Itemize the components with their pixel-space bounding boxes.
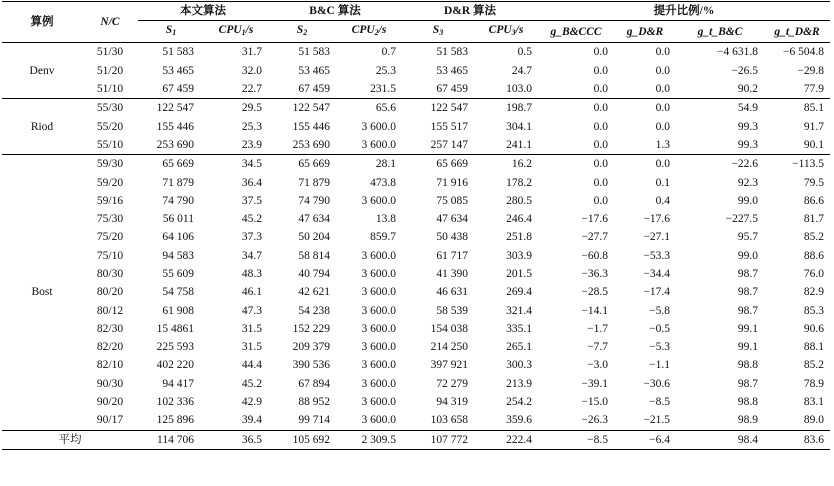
cell-cpu1: 29.5	[204, 99, 268, 118]
cell-g-dr: 0.4	[655, 194, 671, 207]
cell-cpu1: 23.9	[241, 138, 262, 151]
table-row	[2, 411, 830, 430]
cell-g-t-bc: 99.3	[737, 120, 759, 133]
cell-g-t-bc: 90.2	[737, 83, 759, 96]
table-body	[2, 43, 830, 450]
cell-cpu2: 473.8	[370, 176, 396, 189]
cell-g-t-bc: 99.3	[737, 138, 759, 151]
cell-cpu2: 3 600.0	[361, 194, 396, 207]
cell-g-dr: −17.6	[643, 213, 671, 226]
cell-s1: 155 446	[156, 120, 194, 133]
cell-cpu3: 335.1	[506, 322, 533, 335]
cell-s3: 61 717	[436, 249, 468, 262]
cell-g-dr: −53.3	[643, 249, 671, 262]
cell-g-t-bc: 99.1	[737, 322, 759, 335]
cell-g-t-dr: 78.9	[803, 377, 825, 390]
cell-cpu2: 28.1	[336, 155, 402, 174]
cell-s1: 102 336	[156, 396, 194, 409]
cell-g-t-bc: −26.5	[731, 64, 759, 77]
cell-cpu2: 859.7	[370, 231, 396, 244]
header-row-1	[2, 2, 830, 21]
cell-s1: 402 220	[156, 359, 194, 372]
cell-s2: 42 621	[298, 286, 330, 299]
cell-g-dr: −8.5	[649, 396, 671, 409]
cell-cpu2: 25.3	[375, 64, 396, 77]
cell-s1: 225 593	[156, 341, 194, 354]
cell-cpu1: 31.5	[241, 341, 262, 354]
cell-s2: 390 536	[292, 359, 330, 372]
cell-s3: 154 038	[430, 322, 468, 335]
cell-s2: 54 238	[298, 304, 330, 317]
cell-nc: 59/30	[82, 155, 138, 174]
cell-g-dr: −17.4	[643, 286, 671, 299]
header-g-t-dr: g_t_D&R	[764, 21, 830, 43]
header-s2: $S_2$	[268, 21, 336, 43]
table-row	[2, 283, 830, 301]
cell-g-t-dr: 81.7	[803, 213, 825, 226]
cell-nc: 90/17	[96, 414, 124, 427]
cell-s1: 125 896	[156, 414, 194, 427]
cell-nc: 80/12	[96, 304, 124, 317]
cell-s1: 67 459	[162, 83, 194, 96]
cell-g-t-bc: 92.3	[737, 176, 759, 189]
results-table	[2, 1, 830, 450]
cell-g-dr: −5.3	[649, 341, 671, 354]
avg-cpu3: 222.4	[474, 430, 538, 449]
cell-g-bccc: −14.1	[581, 304, 609, 317]
cell-g-t-dr: 77.9	[803, 83, 825, 96]
header-group-improve: 提升比例/%	[538, 2, 830, 21]
cell-cpu2: 3 600.0	[361, 414, 396, 427]
header-nc: N/C	[82, 2, 138, 43]
cell-g-bccc: 0.0	[593, 46, 609, 59]
cell-g-t-dr: 85.2	[803, 359, 825, 372]
cell-nc: 51/30	[96, 46, 124, 59]
cell-cpu3: 246.4	[506, 213, 533, 226]
cell-cpu2: 3 600.0	[361, 286, 396, 299]
cell-g-bccc: 0.0	[593, 138, 609, 151]
header-group-bc: B&C 算法	[268, 2, 402, 21]
avg-s2: 105 692	[268, 430, 336, 449]
average-label: 平均	[2, 430, 138, 449]
cell-g-bccc: −7.7	[587, 341, 609, 354]
cell-g-t-dr: −6 504.8	[783, 46, 825, 59]
avg-g-dr: −6.4	[614, 430, 676, 449]
group-label: Bost	[2, 155, 82, 430]
cell-cpu1: 25.3	[241, 120, 262, 133]
cell-cpu1: 39.4	[241, 414, 262, 427]
header-s1: $S_1$	[138, 21, 204, 43]
group-label: Denv	[29, 64, 55, 77]
header-g-bccc: g_B&CCC	[538, 21, 614, 43]
cell-s2: 65 669	[268, 155, 336, 174]
cell-g-t-dr: 90.6	[803, 322, 825, 335]
header-s3: $S_3$	[402, 21, 474, 43]
header-cpu2: $CPU_2/s$	[336, 21, 402, 43]
cell-s1: 55 609	[162, 268, 194, 280]
cell-cpu2: 13.8	[375, 213, 396, 226]
header-group-dr: D&R 算法	[402, 2, 538, 21]
cell-cpu2: 3 600.0	[361, 120, 396, 133]
cell-s3: 94 319	[436, 396, 468, 409]
cell-cpu2: 3 600.0	[361, 249, 396, 262]
cell-nc: 75/30	[96, 213, 124, 226]
cell-g-dr: −5.8	[649, 304, 671, 317]
cell-s1: 54 758	[162, 286, 194, 299]
cell-g-t-bc: 95.7	[737, 231, 759, 244]
cell-g-bccc: −28.5	[581, 286, 609, 299]
cell-s2: 67 459	[298, 83, 330, 96]
cell-g-t-dr: 88.6	[803, 249, 825, 262]
cell-nc: 51/10	[96, 83, 124, 96]
cell-s3: 103 658	[430, 414, 468, 427]
cell-nc: 82/20	[96, 341, 124, 354]
cell-cpu1: 48.3	[241, 268, 262, 280]
cell-g-t-bc: 98.8	[737, 396, 759, 409]
cell-cpu1: 22.7	[241, 83, 262, 96]
cell-s1: 15 4861	[156, 322, 194, 335]
cell-g-dr: 0.1	[655, 176, 671, 189]
cell-cpu1: 34.7	[241, 249, 262, 262]
cell-cpu3: 198.7	[474, 99, 538, 118]
cell-cpu2: 3 600.0	[361, 268, 396, 280]
cell-g-bccc: 0.0	[593, 83, 609, 96]
cell-nc: 90/20	[96, 396, 124, 409]
cell-cpu3: 16.2	[474, 155, 538, 174]
cell-nc: 80/20	[96, 286, 124, 299]
cell-s3: 122 547	[402, 99, 474, 118]
average-row	[2, 430, 830, 449]
cell-cpu2: 3 600.0	[361, 304, 396, 317]
cell-g-t-bc: −22.6	[676, 155, 764, 174]
table-row	[2, 43, 830, 62]
cell-s2: 253 690	[292, 138, 330, 151]
cell-g-t-dr: 79.5	[803, 176, 825, 189]
cell-g-dr: 1.3	[655, 138, 671, 151]
cell-s1: 71 879	[162, 176, 194, 189]
cell-g-bccc: −39.1	[581, 377, 609, 390]
cell-g-dr: −27.1	[643, 231, 671, 244]
cell-s3: 155 517	[430, 120, 468, 133]
cell-g-bccc: 0.0	[593, 120, 609, 133]
cell-nc: 75/10	[96, 249, 124, 262]
table-row	[2, 247, 830, 265]
header-g-t-bc: g_t_B&C	[676, 21, 764, 43]
cell-s1: 56 011	[162, 213, 194, 226]
cell-g-bccc: −1.7	[587, 322, 609, 335]
cell-s2: 88 952	[298, 396, 330, 409]
cell-g-dr: 0.0	[655, 120, 671, 133]
cell-s1: 94 417	[162, 377, 194, 390]
cell-g-dr: 0.0	[655, 64, 671, 77]
cell-s1: 61 908	[162, 304, 194, 317]
cell-g-bccc: 0.0	[593, 194, 609, 207]
cell-g-dr: 0.0	[614, 99, 676, 118]
cell-cpu3: 304.1	[506, 120, 533, 133]
cell-cpu1: 45.2	[241, 213, 262, 226]
cell-g-bccc: −15.0	[581, 396, 609, 409]
avg-s1: 114 706	[138, 430, 204, 449]
cell-g-bccc: 0.0	[593, 176, 609, 189]
cell-s2: 152 229	[292, 322, 330, 335]
cell-g-t-bc: 98.8	[737, 359, 759, 372]
table-row	[2, 192, 830, 210]
cell-s2: 99 714	[298, 414, 330, 427]
cell-s1: 122 547	[138, 99, 204, 118]
cell-s2: 71 879	[298, 176, 330, 189]
cell-g-bccc: 0.0	[593, 64, 609, 77]
cell-s1: 74 790	[162, 194, 194, 207]
avg-g-bccc: −8.5	[538, 430, 614, 449]
table-row	[2, 62, 830, 80]
cell-cpu3: 359.6	[506, 414, 533, 427]
cell-s3: 71 916	[436, 176, 468, 189]
cell-g-t-dr: 85.1	[764, 99, 830, 118]
table-row	[2, 356, 830, 374]
cell-g-t-bc: 98.7	[737, 286, 759, 299]
cell-s3: 51 583	[436, 46, 468, 59]
cell-s3: 50 438	[436, 231, 468, 244]
cell-cpu2: 231.5	[370, 83, 396, 96]
cell-nc: 82/10	[96, 359, 124, 372]
cell-nc: 82/30	[96, 322, 124, 335]
cell-g-t-dr: 83.1	[803, 396, 825, 409]
cell-s2: 50 204	[298, 231, 330, 244]
cell-nc: 90/30	[96, 377, 124, 390]
table-row	[2, 393, 830, 411]
cell-cpu2: 3 600.0	[361, 359, 396, 372]
table-row	[2, 80, 830, 99]
cell-cpu2: 3 600.0	[361, 322, 396, 335]
cell-s3: 67 459	[436, 83, 468, 96]
avg-s3: 107 772	[402, 430, 474, 449]
table-row	[2, 210, 830, 228]
cell-cpu3: 241.1	[506, 138, 533, 151]
cell-cpu1: 34.5	[204, 155, 268, 174]
cell-s2: 51 583	[298, 46, 330, 59]
cell-nc: 75/20	[96, 231, 124, 244]
cell-nc: 51/20	[96, 64, 124, 77]
cell-g-t-bc: 99.1	[737, 341, 759, 354]
cell-g-bccc: −3.0	[587, 359, 609, 372]
cell-g-bccc: 0.0	[538, 155, 614, 174]
cell-cpu3: 265.1	[506, 341, 533, 354]
cell-g-t-dr: 85.2	[803, 231, 825, 244]
cell-s3: 397 921	[430, 359, 468, 372]
cell-s2: 53 465	[298, 64, 330, 77]
cell-g-bccc: −26.3	[581, 414, 609, 427]
cell-g-t-bc: 99.0	[737, 194, 759, 207]
cell-s3: 75 085	[436, 194, 468, 207]
avg-cpu2: 2 309.5	[336, 430, 402, 449]
cell-s3: 47 634	[436, 213, 468, 226]
cell-g-bccc: −60.8	[581, 249, 609, 262]
table-row	[2, 173, 830, 191]
header-group-ours: 本文算法	[138, 2, 268, 21]
cell-cpu3: 0.5	[517, 46, 533, 59]
cell-s3: 257 147	[430, 138, 468, 151]
header-cpu1: $CPU_1/s$	[204, 21, 268, 43]
avg-cpu1: 36.5	[204, 430, 268, 449]
table-row	[2, 338, 830, 356]
cell-cpu2: 3 600.0	[361, 377, 396, 390]
cell-g-t-dr: −29.8	[797, 64, 825, 77]
cell-cpu2: 3 600.0	[361, 138, 396, 151]
cell-nc: 55/20	[96, 120, 124, 133]
header-cpu3: $CPU_3/s$	[474, 21, 538, 43]
cell-cpu1: 37.3	[241, 231, 262, 244]
cell-g-t-bc: 98.7	[737, 268, 759, 280]
cell-g-bccc: 0.0	[538, 99, 614, 118]
cell-g-t-dr: 88.1	[803, 341, 825, 354]
cell-cpu2: 0.7	[381, 46, 396, 59]
cell-g-t-bc: 99.0	[737, 249, 759, 262]
cell-cpu3: 201.5	[506, 268, 533, 280]
cell-g-t-dr: 82.9	[803, 286, 825, 299]
cell-cpu3: 254.2	[506, 396, 533, 409]
cell-cpu1: 31.5	[241, 322, 262, 335]
avg-g-t-bc: 98.4	[676, 430, 764, 449]
cell-cpu1: 44.4	[241, 359, 262, 372]
cell-s3: 46 631	[436, 286, 468, 299]
cell-nc: 55/10	[96, 138, 124, 151]
cell-s3: 53 465	[436, 64, 468, 77]
cell-s2: 74 790	[298, 194, 330, 207]
cell-s3: 72 279	[436, 377, 468, 390]
cell-s1: 94 583	[162, 249, 194, 262]
cell-g-t-bc: 98.9	[737, 414, 759, 427]
header-g-dr: g_D&R	[614, 21, 676, 43]
cell-cpu1: 42.9	[241, 396, 262, 409]
cell-g-t-dr: 76.0	[803, 268, 825, 280]
cell-s1: 51 583	[162, 46, 194, 59]
cell-g-t-bc: −227.5	[725, 213, 759, 226]
group-label: Riod	[2, 99, 82, 155]
cell-cpu3: 269.4	[506, 286, 533, 299]
cell-cpu1: 47.3	[241, 304, 262, 317]
cell-s1: 65 669	[138, 155, 204, 174]
cell-g-t-dr: 86.6	[803, 194, 825, 207]
cell-cpu2: 3 600.0	[361, 396, 396, 409]
table-row	[2, 375, 830, 393]
table-row	[2, 320, 830, 338]
cell-s2: 47 634	[298, 213, 330, 226]
cell-cpu3: 103.0	[506, 83, 533, 96]
cell-g-t-dr: 90.1	[803, 138, 825, 151]
table-row	[2, 301, 830, 319]
table-row	[2, 155, 830, 174]
cell-cpu3: 300.3	[506, 359, 533, 372]
cell-g-bccc: −17.6	[581, 213, 609, 226]
cell-s3: 65 669	[402, 155, 474, 174]
cell-s2: 67 894	[298, 377, 330, 390]
header-case: 算例	[2, 2, 82, 43]
cell-cpu3: 178.2	[506, 176, 533, 189]
cell-s1: 64 106	[162, 231, 194, 244]
cell-cpu3: 321.4	[506, 304, 533, 317]
cell-g-t-dr: 85.3	[803, 304, 825, 317]
cell-cpu1: 36.4	[241, 176, 262, 189]
cell-cpu3: 213.9	[506, 377, 533, 390]
cell-cpu1: 46.1	[241, 286, 262, 299]
cell-g-dr: 0.0	[655, 83, 671, 96]
cell-g-t-bc: 54.9	[676, 99, 764, 118]
cell-g-t-dr: −113.5	[764, 155, 830, 174]
cell-g-t-dr: 91.7	[803, 120, 825, 133]
cell-cpu3: 303.9	[506, 249, 533, 262]
cell-s2: 40 794	[298, 268, 330, 280]
cell-nc: 80/30	[96, 268, 124, 280]
cell-s3: 58 539	[436, 304, 468, 317]
cell-s2: 122 547	[268, 99, 336, 118]
cell-cpu1: 45.2	[241, 377, 262, 390]
cell-cpu1: 37.5	[241, 194, 262, 207]
cell-nc: 55/30	[82, 99, 138, 118]
avg-g-t-dr: 83.6	[764, 430, 830, 449]
cell-g-t-bc: 98.7	[737, 304, 759, 317]
table-row	[2, 99, 830, 118]
table-row	[2, 117, 830, 135]
cell-g-t-dr: 89.0	[803, 414, 825, 427]
cell-cpu3: 24.7	[511, 64, 533, 77]
cell-s1: 53 465	[162, 64, 194, 77]
cell-s1: 253 690	[156, 138, 194, 151]
cell-g-dr: −1.1	[649, 359, 671, 372]
cell-g-dr: 0.0	[655, 46, 671, 59]
cell-g-bccc: −27.7	[581, 231, 609, 244]
cell-g-dr: −30.6	[643, 377, 671, 390]
cell-cpu1: 31.7	[241, 46, 262, 59]
cell-nc: 59/20	[96, 176, 124, 189]
cell-g-dr: −21.5	[643, 414, 671, 427]
cell-s3: 214 250	[430, 341, 468, 354]
cell-cpu3: 280.5	[506, 194, 533, 207]
cell-g-t-bc: −4 631.8	[717, 46, 759, 59]
cell-g-dr: 0.0	[614, 155, 676, 174]
cell-nc: 59/16	[96, 194, 124, 207]
cell-g-t-bc: 98.7	[737, 377, 759, 390]
cell-s2: 58 814	[298, 249, 330, 262]
cell-g-dr: −0.5	[649, 322, 671, 335]
cell-g-dr: −34.4	[643, 268, 671, 280]
cell-cpu1: 32.0	[241, 64, 262, 77]
cell-cpu3: 251.8	[506, 231, 533, 244]
cell-s2: 209 379	[292, 341, 330, 354]
cell-cpu2: 3 600.0	[361, 341, 396, 354]
table-row	[2, 136, 830, 155]
cell-s3: 41 390	[436, 268, 468, 280]
table-row	[2, 228, 830, 246]
cell-g-bccc: −36.3	[581, 268, 609, 280]
table-row	[2, 265, 830, 283]
cell-s2: 155 446	[292, 120, 330, 133]
cell-cpu2: 65.6	[336, 99, 402, 118]
